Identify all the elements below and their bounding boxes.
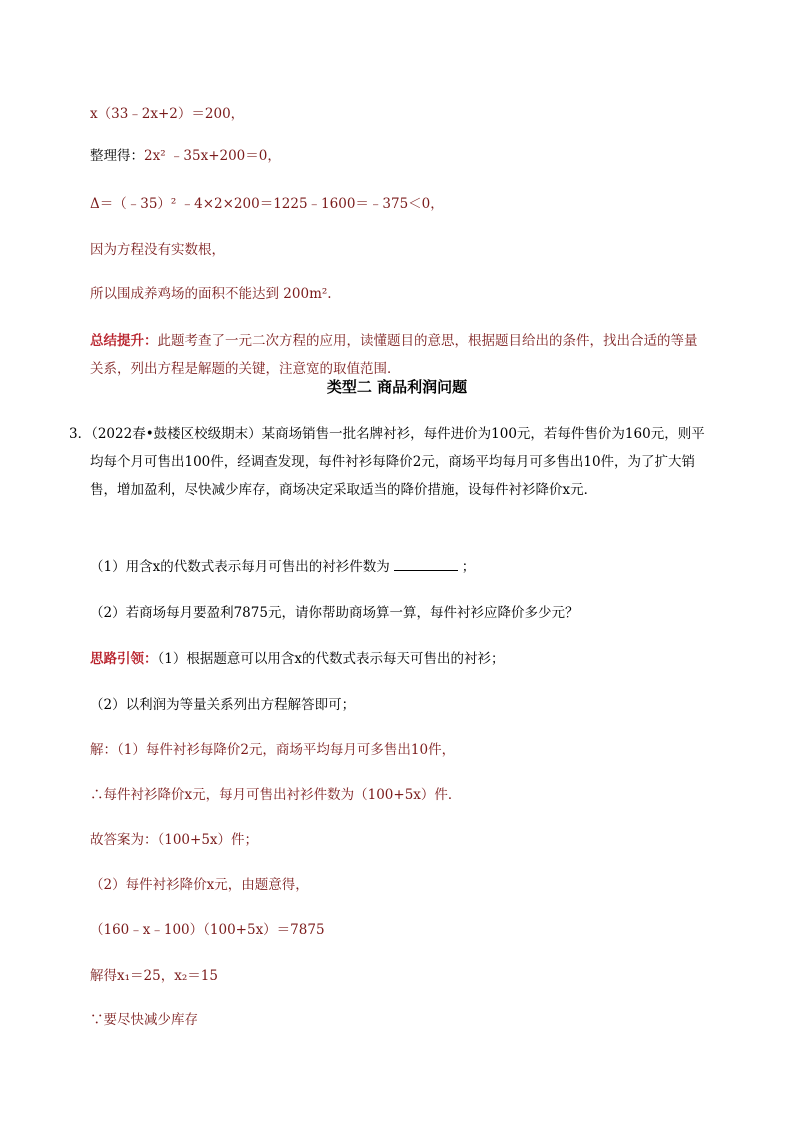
question-1-prefix: （1）用含x的代数式表示每月可售出的衬衫件数为 (90, 559, 390, 575)
section-title: 类型二 商品利润问题 (326, 378, 468, 396)
simplify-label: 整理得： (90, 148, 144, 164)
hint-text-1: （1）根据题意可以用含x的代数式表示每天可售出的衬衫； (157, 651, 505, 667)
hint-line-2: （2）以利润为等量关系列出方程解答即可； (90, 697, 356, 713)
solution-line-7: ∵要尽快减少库存 (90, 1012, 198, 1028)
summary-text-2: 关系，列出方程是解题的关键，注意宽的取值范围． (90, 361, 401, 377)
question-1 (90, 557, 475, 577)
problem-text-1: （2022春•鼓楼区校级期末）某商场销售一批名牌衬衫，每件进价为100元，若每件售价为160元，则平 (91, 426, 705, 442)
conclusion-prefix: 所以围成养鸡场的面积不能达到 (90, 286, 279, 302)
question-1-suffix: ； (461, 559, 476, 575)
solution-line-5: （160﹣x﹣100）（100+5x）＝7875 (90, 922, 325, 938)
conclusion-line (90, 284, 332, 304)
problem-number: 3． (69, 426, 92, 442)
summary-block (90, 327, 730, 383)
summary-text-1: 此题考查了一元二次方程的应用，读懂题目的意思，根据题目给出的条件，找出合适的等量 (157, 333, 698, 349)
discriminant-line: Δ＝（﹣35）² ﹣4×2×200＝1225﹣1600＝﹣375＜0， (90, 196, 444, 212)
solution-line-6: 解得x₁＝25，x₂＝15 (90, 968, 218, 984)
solution-line-4: （2）每件衬衫降价x元，由题意得， (90, 877, 309, 893)
problem-text-3: 售，增加盈利，尽快减少库存，商场决定采取适当的降价措施，设每件衬衫降价x元． (90, 482, 598, 498)
hint-label: 思路引领： (90, 651, 158, 667)
hint-line-1 (90, 649, 504, 669)
conclusion-value: 200m². (283, 286, 332, 302)
summary-label: 总结提升： (90, 333, 158, 349)
solution-line-2: ∴每件衬衫降价x元，每月可售出衬衫件数为（100+5x）件． (90, 787, 462, 803)
question-2: （2）若商场每月要盈利7875元，请你帮助商场算一算，每件衬衫应降价多少元？ (90, 605, 579, 621)
simplify-expression: 2x² ﹣35x+200＝0， (144, 148, 281, 164)
problem-statement (69, 420, 729, 504)
equation-line-1: x（33﹣2x+2）＝200， (90, 106, 245, 122)
answer-blank (394, 558, 458, 571)
problem-text-2: 均每个月可售出100件，经调查发现，每件衬衫每降价2元，商场平均每月可多售出10件，为了扩大销 (90, 454, 696, 470)
solution-line-1: 解：（1）每件衬衫每降价2元，商场平均每月可多售出10件， (90, 742, 456, 758)
simplify-line (90, 146, 281, 166)
no-real-roots-line: 因为方程没有实数根， (90, 242, 225, 258)
solution-line-3: 故答案为：（100+5x）件； (90, 832, 259, 848)
